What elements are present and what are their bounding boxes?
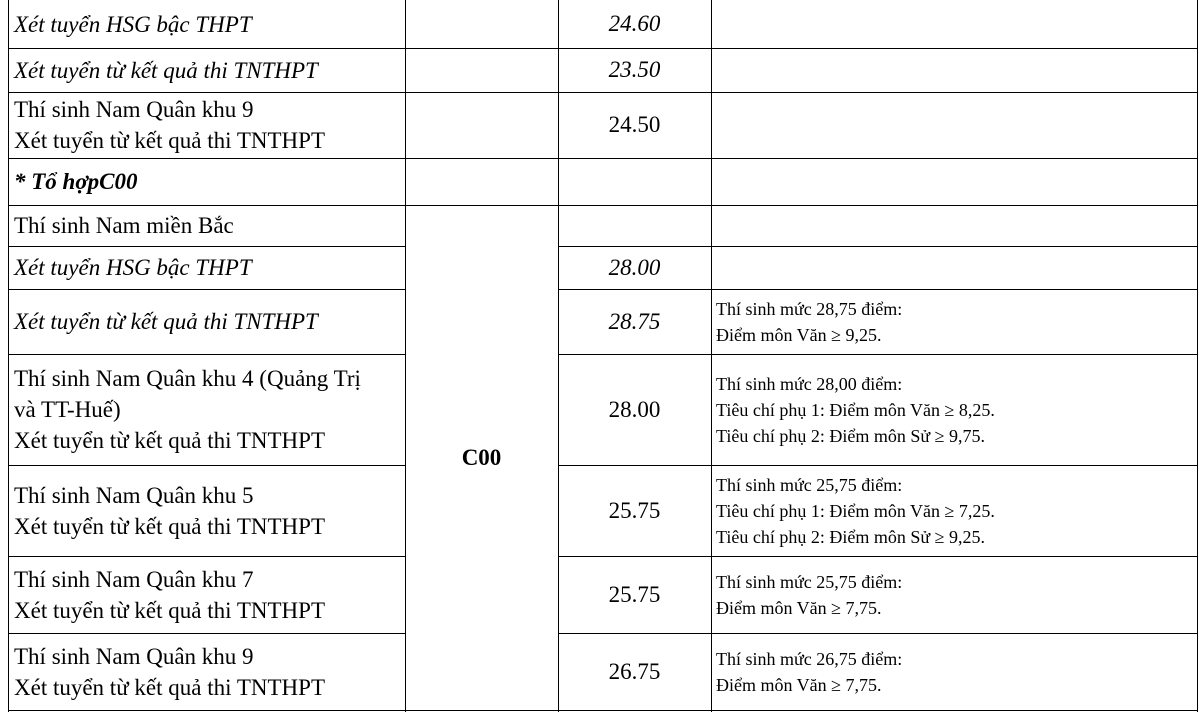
note-line: Tiêu chí phụ 1: Điểm môn Văn ≥ 8,25. [716,399,995,420]
note-line: Thí sinh mức 28,00 điểm: [716,373,903,394]
score-cell: 28.00 [608,396,661,422]
note-cell [716,556,902,633]
score-cell [558,158,711,205]
column-border [711,0,712,712]
criteria-line: Thí sinh Nam miền Bắc [14,213,234,238]
score-cell: 24.60 [608,11,661,36]
criteria-cell [14,246,252,289]
score-cell: 23.50 [608,57,661,82]
combination-code-cell: C00 [406,207,557,709]
criteria-line: Thí sinh Nam Quân khu 4 (Quảng Trị [14,366,361,391]
note-line: Thí sinh mức 26,75 điểm: [716,648,903,669]
score-cell: 28.00 [608,254,661,280]
criteria-line: Xét tuyển HSG bậc THPT [14,11,252,37]
criteria-cell [14,158,138,205]
criteria-cell [14,289,318,354]
criteria-line: và TT-Huế) [14,397,121,422]
criteria-line: Xét tuyển từ kết quả thi TNTHPT [14,128,325,153]
note-line: Điểm môn Văn ≥ 7,75. [716,597,882,618]
criteria-line: Xét tuyển từ kết quả thi TNTHPT [14,513,325,539]
note-line: Tiêu chí phụ 2: Điểm môn Sử ≥ 9,75. [716,425,985,446]
criteria-line: Xét tuyển HSG bậc THPT [14,255,252,280]
criteria-cell [14,92,325,158]
row-border [8,710,1197,711]
criteria-line: Thí sinh Nam Quân khu 9 [14,97,254,122]
note-cell [716,633,902,710]
criteria-line: Thí sinh Nam Quân khu 9 [14,643,254,669]
criteria-cell [14,633,325,710]
criteria-cell [14,556,325,633]
criteria-cell [14,205,234,246]
note-line: Điểm môn Văn ≥ 9,25. [716,324,882,345]
criteria-cell [14,48,318,92]
score-cell [558,205,711,246]
note-line: Điểm môn Văn ≥ 7,75. [716,674,882,695]
note-line: Thí sinh mức 25,75 điểm: [716,474,903,495]
criteria-line: Xét tuyển từ kết quả thi TNTHPT [14,309,318,334]
note-line: Tiêu chí phụ 2: Điểm môn Sử ≥ 9,25. [716,526,985,547]
criteria-line: Xét tuyển từ kết quả thi TNTHPT [14,597,325,623]
note-line: Tiêu chí phụ 1: Điểm môn Văn ≥ 7,25. [716,500,995,521]
column-border [1197,0,1198,712]
criteria-line: Thí sinh Nam Quân khu 5 [14,482,254,508]
criteria-cell [14,465,325,556]
score-cell: 25.75 [608,497,661,523]
note-cell [716,289,902,354]
note-cell [716,465,995,556]
criteria-line: Thí sinh Nam Quân khu 7 [14,566,254,592]
note-line: Thí sinh mức 25,75 điểm: [716,571,903,592]
criteria-line: Xét tuyển từ kết quả thi TNTHPT [14,428,325,453]
score-cell: 28.75 [608,308,661,334]
criteria-cell [14,0,252,48]
score-cell: 25.75 [608,581,661,607]
score-cell: 24.50 [608,112,661,137]
criteria-line: Xét tuyển từ kết quả thi TNTHPT [14,674,325,700]
criteria-cell [14,354,361,465]
criteria-line: * Tổ hợpC00 [14,169,138,194]
note-cell [716,354,995,465]
note-line: Thí sinh mức 28,75 điểm: [716,298,903,319]
column-border [8,0,9,712]
criteria-line: Xét tuyển từ kết quả thi TNTHPT [14,57,318,83]
score-cell: 26.75 [608,658,661,684]
